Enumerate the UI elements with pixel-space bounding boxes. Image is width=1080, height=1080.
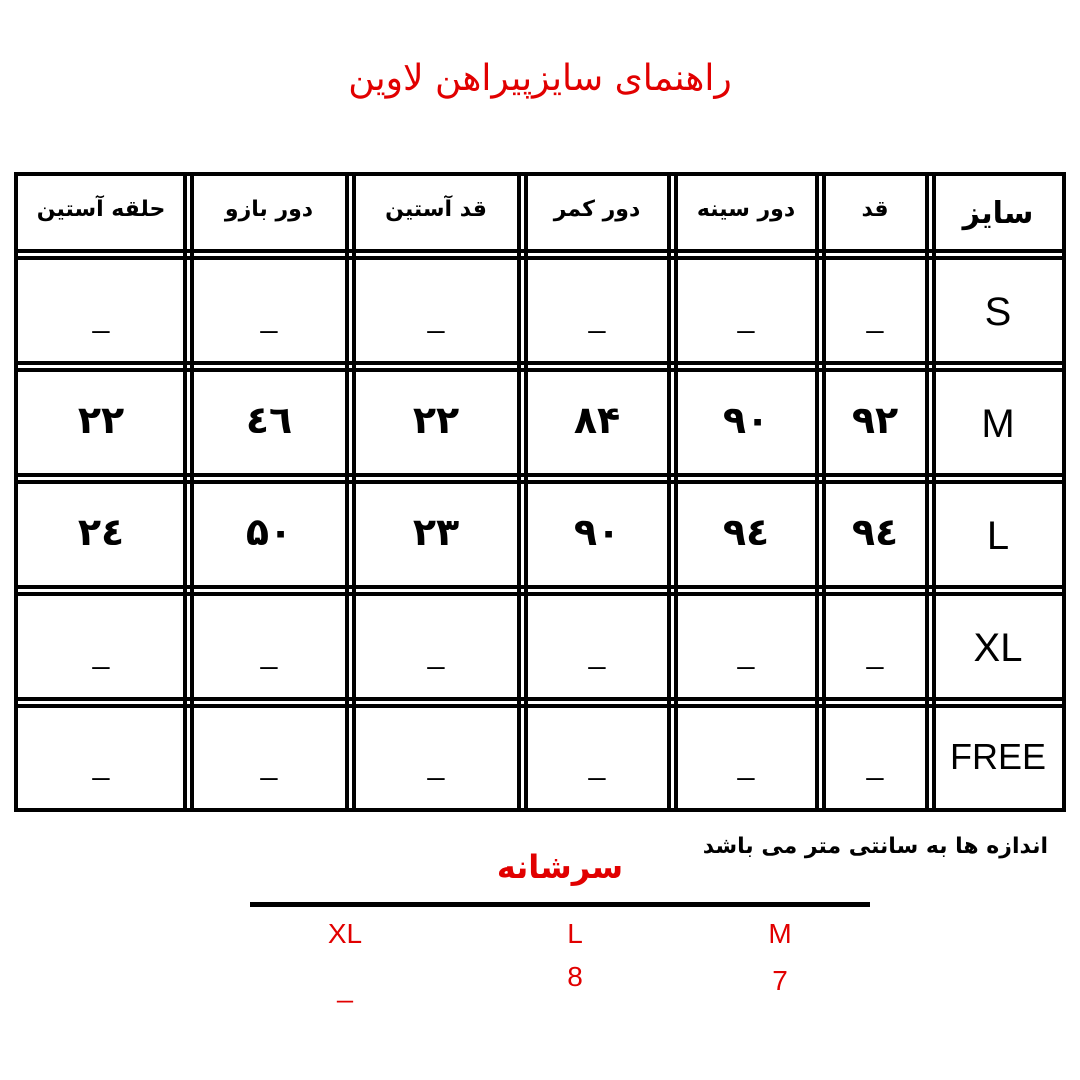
table-rule: [14, 585, 1066, 589]
shoulder-value-xl: _: [337, 972, 353, 1003]
column-header: دور بازو: [224, 196, 314, 222]
empty-value: _: [737, 748, 755, 781]
empty-value: _: [737, 301, 755, 334]
table-rule: [14, 249, 1066, 253]
empty-value: _: [588, 301, 606, 334]
measurement-value: ۸۴: [573, 398, 621, 442]
empty-value: _: [92, 301, 110, 334]
measurement-value: ٤٦: [245, 398, 293, 442]
measurement-value: ۲۲: [412, 398, 460, 442]
shoulder-value-m: 7: [772, 965, 788, 996]
table-rule: [14, 592, 1066, 596]
measurement-value: ۹٤: [722, 510, 770, 554]
shoulder-size-m: M: [768, 918, 792, 949]
empty-value: _: [866, 301, 884, 334]
shoulder-divider: [250, 902, 870, 907]
empty-value: _: [92, 748, 110, 781]
empty-value: _: [427, 301, 445, 334]
table-rule: [14, 256, 1066, 260]
measurement-value: ۲٤: [77, 510, 125, 554]
empty-value: _: [427, 637, 445, 670]
column-header: دور کمر: [553, 196, 641, 222]
empty-value: _: [588, 637, 606, 670]
size-label: L: [986, 513, 1010, 558]
size-table: [14, 172, 1066, 812]
units-note: اندازه ها به سانتی متر می باشد: [702, 834, 1048, 859]
shoulder-value-l: 8: [567, 961, 583, 992]
measurement-value: ۲۲: [77, 398, 125, 442]
column-header: قد آستین: [385, 196, 487, 222]
column-header: حلقه آستین: [36, 196, 166, 222]
shoulder-size-xl: XL: [327, 918, 363, 949]
size-label: XL: [973, 625, 1023, 670]
empty-value: _: [866, 637, 884, 670]
page-title: راهنمای سایزپیراهن لاوین: [348, 58, 732, 99]
shoulder-title: سرشانه: [496, 848, 624, 886]
column-header: دور سینه: [696, 196, 796, 222]
measurement-value: ۲۳: [412, 510, 460, 554]
measurement-value: ۵۰: [245, 510, 293, 554]
measurement-value: ۹۰: [722, 398, 770, 442]
column-header: سایز: [962, 195, 1034, 231]
empty-value: _: [92, 637, 110, 670]
empty-value: _: [260, 301, 278, 334]
measurement-value: ۹٤: [851, 510, 899, 554]
measurement-value: ۹۲: [851, 398, 899, 442]
empty-value: _: [260, 748, 278, 781]
table-rule: [1062, 172, 1066, 812]
table-rule: [14, 473, 1066, 477]
empty-value: _: [260, 637, 278, 670]
size-label: S: [984, 289, 1012, 334]
empty-value: _: [866, 748, 884, 781]
empty-value: _: [588, 748, 606, 781]
column-header: قد: [861, 196, 889, 222]
shoulder-size-l: L: [567, 918, 583, 949]
empty-value: _: [737, 637, 755, 670]
measurement-value: ۹۰: [573, 510, 621, 554]
empty-value: _: [427, 748, 445, 781]
size-label: FREE: [950, 736, 1047, 777]
size-label: M: [981, 401, 1015, 446]
